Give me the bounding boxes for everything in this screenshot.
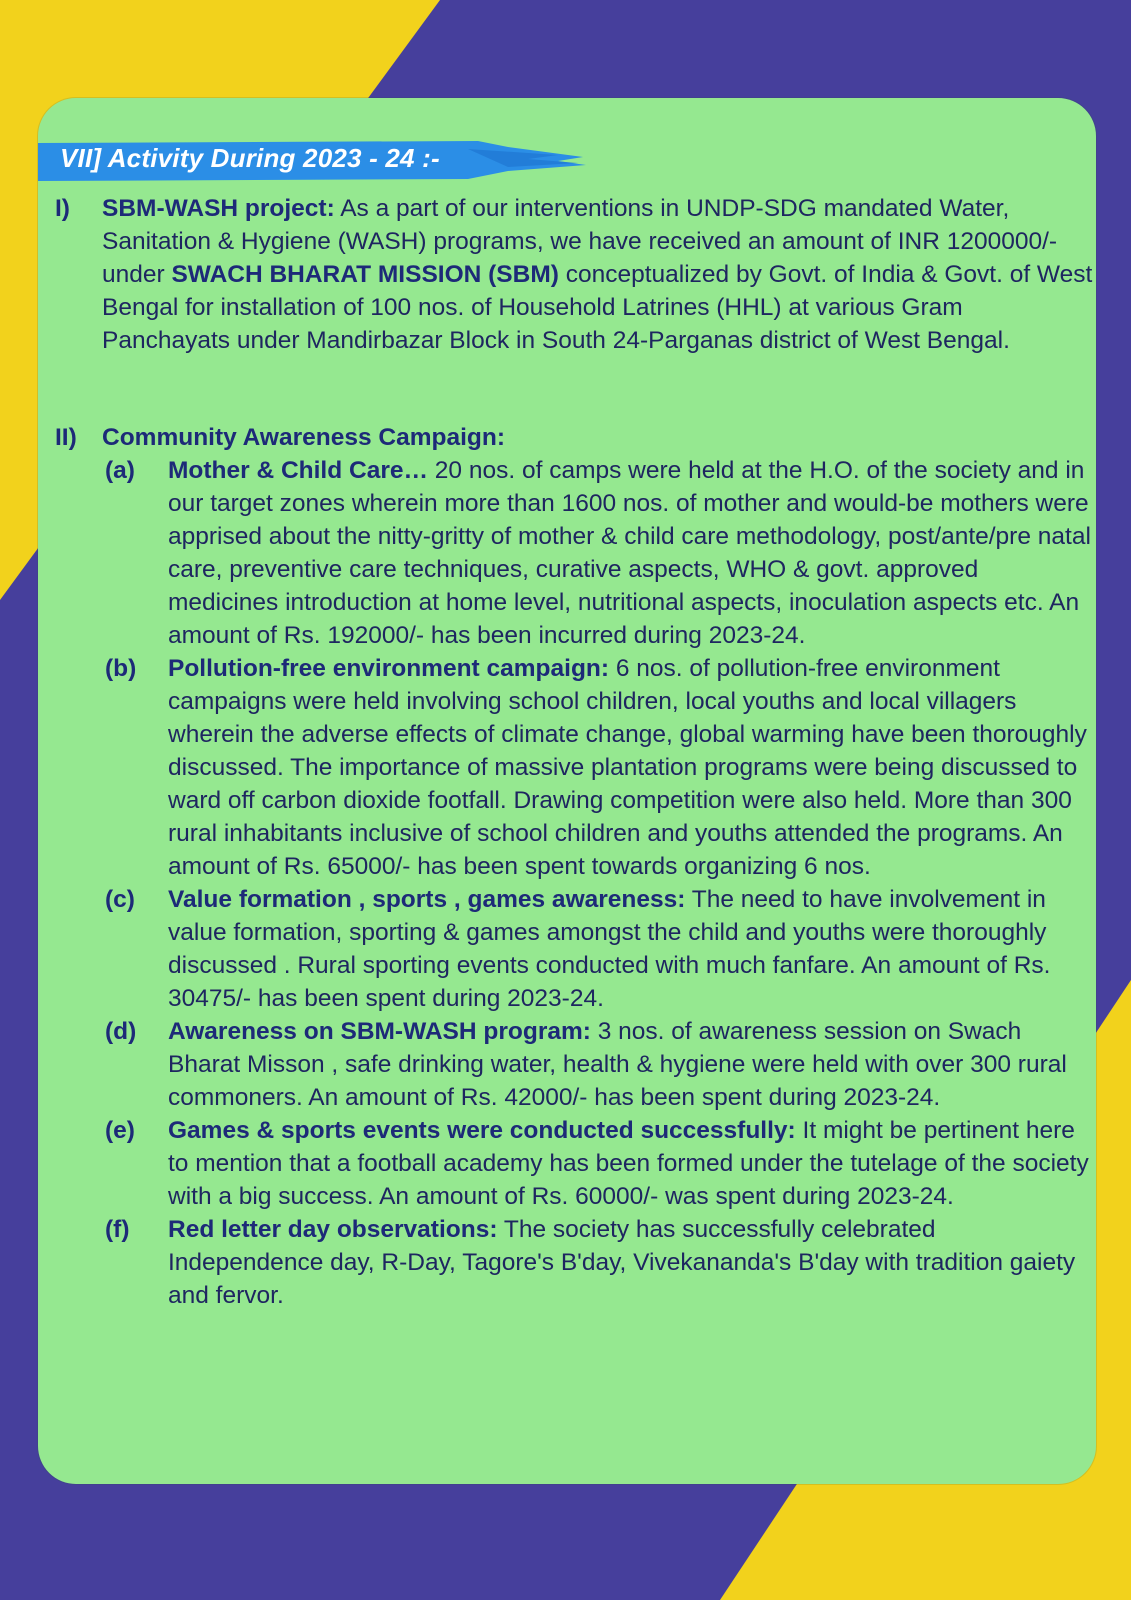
section-title: Community Awareness Campaign:	[102, 424, 505, 451]
list-item-paragraph	[168, 1015, 1095, 1114]
list-item	[55, 652, 1095, 883]
section-paragraph	[102, 192, 1095, 357]
list-item-label: (a)	[105, 457, 135, 484]
list-item	[55, 454, 1095, 652]
list-item-label: (c)	[105, 886, 135, 913]
list-item-text: The society has successfully celebrated Independence day, R-Day, Tagore's B'day, Vivekananda's B'day with tradition gaiety and fervor.	[168, 1216, 1076, 1309]
list-item-title: Awareness on SBM-WASH program:	[168, 1018, 591, 1045]
emphasis-text: SWACH BHARAT MISSION (SBM)	[171, 261, 559, 288]
section-heading-banner	[38, 139, 598, 183]
list-item-paragraph	[168, 1114, 1095, 1213]
list-item-text: 20 nos. of camps were held at the H.O. of the society and in our target zones wherein more than 1600 nos. of mother and would-be mothers were apprised about the nitty-gritty of mother & child care methodology, post/ante/pre natal care, preventive care techniques, curative aspects, WHO & govt. approved medicines introduction at home level, nutritional aspects, inoculation aspects etc. An amount of Rs. 192000/- has been incurred during 2023-24.	[168, 457, 1091, 649]
list-item-title: Value formation , sports , games awareness:	[168, 886, 686, 913]
section-community-awareness	[55, 421, 1095, 454]
list-item-label: (e)	[105, 1117, 135, 1144]
list-item-title: Games & sports events were conducted successfully:	[168, 1117, 796, 1144]
section-sbm-wash	[55, 192, 1095, 357]
list-item-text: It might be pertinent here to mention that a football academy has been formed under the tutelage of the society with a big success. An amount of Rs. 60000/- was spent during 2023-24.	[168, 1117, 1089, 1210]
paragraph-text: As a part of our interventions in UNDP-SDG mandated Water, Sanitation & Hygiene (WASH) programs, we have received an amount of INR 1200000/- under	[102, 195, 1058, 288]
section-number: II)	[55, 424, 77, 451]
list-item	[55, 1015, 1095, 1114]
list-item-label: (b)	[105, 655, 137, 682]
list-item-paragraph	[168, 883, 1095, 1015]
list-item	[55, 1114, 1095, 1213]
list-item	[55, 883, 1095, 1015]
document-body	[55, 192, 1095, 1312]
list-item	[55, 1213, 1095, 1312]
list-item-paragraph	[168, 652, 1095, 883]
list-item-label: (d)	[105, 1018, 137, 1045]
section-number: I)	[55, 195, 70, 222]
list-item-label: (f)	[105, 1216, 130, 1243]
list-item-title: Mother & Child Care…	[168, 457, 428, 484]
list-item-paragraph	[168, 454, 1095, 652]
list-item-title: Red letter day observations:	[168, 1216, 498, 1243]
paragraph-text: conceptualized by Govt. of India & Govt. of West Bengal for installation of 100 nos. of Household Latrines (HHL) at various Gram Panchayats under Mandirbazar Block in South 24-Parganas district of West Bengal.	[102, 261, 1093, 354]
section-heading: VII] Activity During 2023 - 24 :-	[60, 143, 440, 173]
list-item-title: Pollution-free environment campaign:	[168, 655, 610, 682]
list-item-text: 6 nos. of pollution-free environment campaigns were held involving school children, local youths and local villagers wherein the adverse effects of climate change, global warming have been thoroughly discussed. The importance of massive plantation programs were being discussed to ward off carbon dioxide footfall. Drawing competition were also held. More than 300 rural inhabitants inclusive of school children and youths attended the programs. An amount of Rs. 65000/- has been spent towards organizing 6 nos.	[168, 655, 1087, 880]
list-item-paragraph	[168, 1213, 1095, 1312]
section-title: SBM-WASH project:	[102, 195, 335, 222]
list-item-text: The need to have involvement in value formation, sporting & games amongst the child and youths were thoroughly discussed . Rural sporting events conducted with much fanfare. An amount of Rs. 30475/- has been spent during 2023-24.	[168, 886, 1051, 1012]
list-item-text: 3 nos. of awareness session on Swach Bharat Misson , safe drinking water, health & hygiene were held with over 300 rural commoners. An amount of Rs. 42000/- has been spent during 2023-24.	[168, 1018, 1067, 1111]
